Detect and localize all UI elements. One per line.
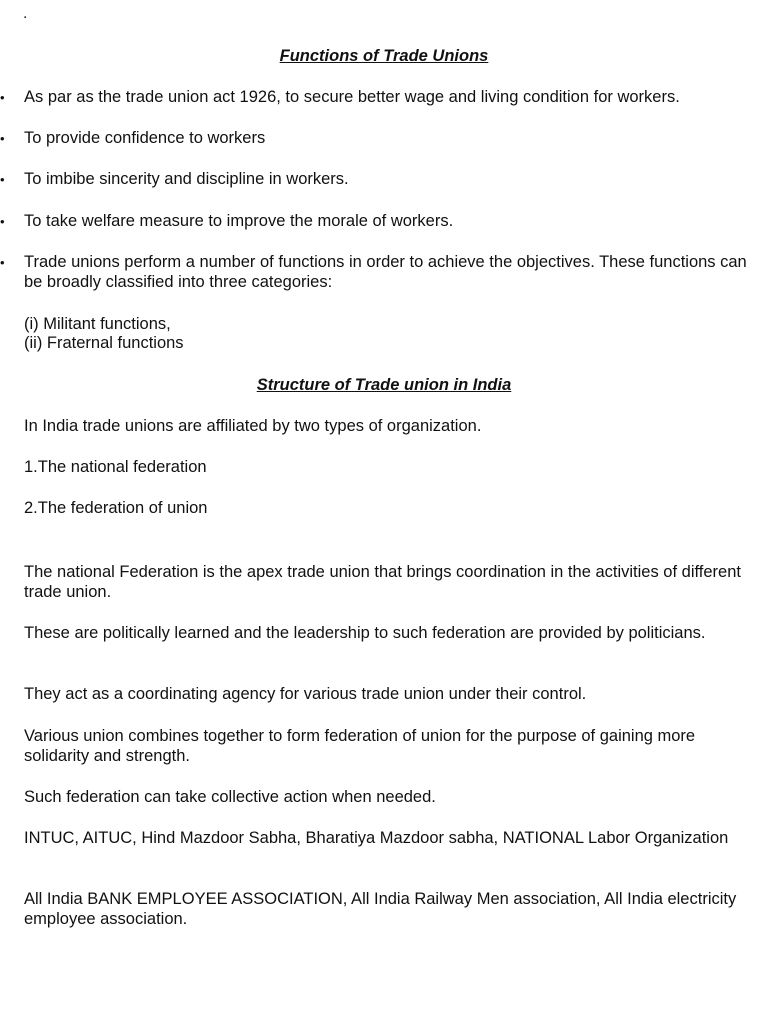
body-paragraph: They act as a coordinating agency for various trade union under their control. [24,685,587,703]
body-paragraph: These are politically learned and the leadership to such federation are provided by politicians. [24,624,706,642]
bullet-icon: • [0,90,5,105]
section-heading-structure: Structure of Trade union in India [256,376,512,394]
organization-type: 2.The federation of union [24,499,208,517]
category-item: (i) Militant functions, [24,315,171,333]
bullet-icon: • [0,131,5,146]
body-paragraph: Various union combines together to form federation of union for the purpose of gaining more solidarity and strength. [24,727,696,765]
bullet-icon: • [0,172,5,187]
bullet-text: As par as the trade union act 1926, to secure better wage and living condition for workers. [24,88,680,106]
body-paragraph: INTUC, AITUC, Hind Mazdoor Sabha, Bharatiya Mazdoor sabha, NATIONAL Labor Organization [24,829,729,847]
category-item: (ii) Fraternal functions [24,334,184,352]
body-paragraph: All India BANK EMPLOYEE ASSOCIATION, All India Railway Men association, All India electricity employee association. [24,890,737,928]
body-paragraph: Such federation can take collective action when needed. [24,788,436,806]
structure-intro: In India trade unions are affiliated by two types of organization. [24,417,482,435]
bullet-icon: • [0,255,5,270]
body-paragraph: The national Federation is the apex trade union that brings coordination in the activities of different trade union. [24,563,741,601]
section-heading-functions: Functions of Trade Unions [279,47,489,65]
bullet-text: Trade unions perform a number of functions in order to achieve the objectives. These functions can be broadly classified into three categories: [24,253,747,291]
bullet-text: To take welfare measure to improve the morale of workers. [24,212,454,230]
organization-type: 1.The national federation [24,458,207,476]
bullet-text: To provide confidence to workers [24,129,266,147]
bullet-icon: • [0,214,5,229]
bullet-text: To imbibe sincerity and discipline in workers. [24,170,349,188]
stray-mark: . [23,5,28,22]
